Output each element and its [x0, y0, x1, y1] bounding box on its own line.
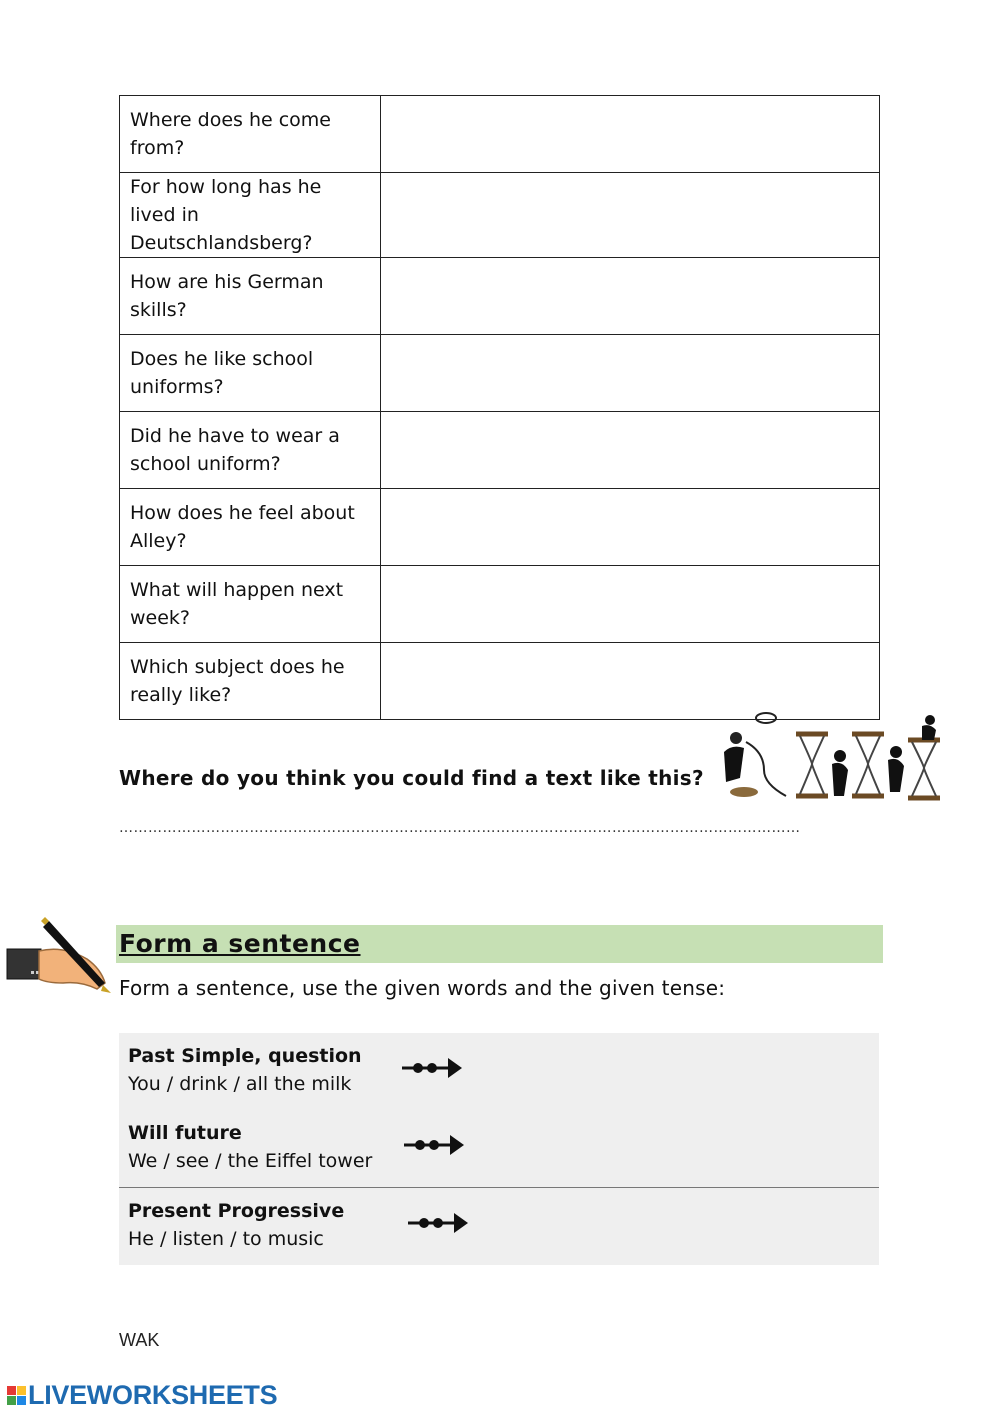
task-words: We / see / the Eiffel tower [128, 1150, 373, 1172]
table-row [120, 566, 880, 643]
task-card [119, 1033, 879, 1111]
question-cell: Where does he come from? [120, 96, 381, 173]
question-cell: How does he feel about Alley? [120, 489, 381, 566]
text-source-question: Where do you think you could find a text like this? [119, 766, 704, 790]
question-cell: Did he have to wear a school uniform? [120, 412, 381, 489]
hourglass-clipart-icon [710, 712, 945, 804]
task-card [119, 1110, 879, 1188]
task-tense: Past Simple, question [128, 1045, 362, 1067]
question-cell: For how long has he lived in Deutschlandsberg? [120, 173, 381, 258]
task-words: He / listen / to music [128, 1228, 324, 1250]
arrow-icon [402, 1132, 466, 1158]
brand-name: LIVEWORKSHEETS [28, 1379, 278, 1410]
arrow-icon [400, 1055, 464, 1081]
writing-hand-icon [5, 915, 117, 995]
brand-mark-icon [7, 1386, 26, 1405]
table-row [120, 335, 880, 412]
table-row [120, 643, 880, 720]
table-row [120, 489, 880, 566]
question-cell: What will happen next week? [120, 566, 381, 643]
questions-table [119, 95, 880, 720]
section-instruction: Form a sentence, use the given words and the given tense: [119, 976, 726, 1000]
question-cell: How are his German skills? [120, 258, 381, 335]
task-words: You / drink / all the milk [128, 1073, 352, 1095]
answer-cell[interactable] [381, 566, 880, 643]
table-row [120, 173, 880, 258]
answer-cell[interactable] [381, 96, 880, 173]
table-row [120, 96, 880, 173]
answer-cell[interactable] [381, 258, 880, 335]
answer-cell[interactable] [381, 489, 880, 566]
section-title: Form a sentence [119, 929, 361, 958]
task-card [119, 1188, 879, 1265]
arrow-icon [406, 1210, 470, 1236]
answer-line[interactable]: …………………………………………………………………………………………………………………………… [119, 820, 801, 836]
footer-code: WAK [119, 1330, 160, 1350]
table-row [120, 258, 880, 335]
task-answer[interactable] [479, 1045, 869, 1095]
task-tense: Present Progressive [128, 1200, 345, 1222]
task-answer[interactable] [479, 1122, 869, 1172]
table-row [120, 412, 880, 489]
answer-cell[interactable] [381, 643, 880, 720]
answer-cell[interactable] [381, 335, 880, 412]
answer-cell[interactable] [381, 412, 880, 489]
task-answer[interactable] [479, 1200, 869, 1250]
task-tense: Will future [128, 1122, 242, 1144]
question-cell: Which subject does he really like? [120, 643, 381, 720]
question-cell: Does he like school uniforms? [120, 335, 381, 412]
answer-cell[interactable] [381, 173, 880, 258]
liveworksheets-logo[interactable] [7, 1380, 277, 1410]
